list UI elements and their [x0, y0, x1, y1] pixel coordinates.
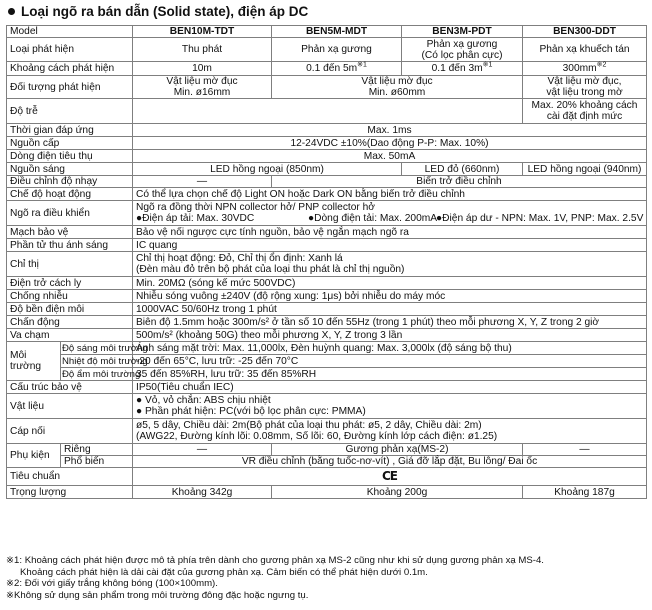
table-row-dielectric: [7, 303, 647, 316]
cell: Bảo vệ nối ngược cực tính nguồn, bảo vệ ngắn mạch ngõ ra: [133, 226, 647, 239]
row-label: Cáp nối: [7, 419, 133, 444]
cell-line: (Đèn màu đỏ trên bộ phát của loại thu phát là chỉ thị nguồn): [136, 264, 405, 275]
row-label: Nguồn sáng: [7, 163, 133, 176]
footnote: ※2: Đối với giấy trắng không bóng (100×100mm).: [6, 578, 218, 589]
cell-line: Phản xạ gương: [426, 38, 498, 50]
cell-line: Ngõ ra đồng thời NPN collector hở/ PNP collector hở: [136, 202, 375, 213]
cell: [133, 419, 647, 444]
spec-table: [6, 25, 647, 499]
footnotes: [6, 555, 544, 601]
table-row-receiver: [7, 239, 647, 252]
cell-line: Min. ø16mm: [173, 87, 231, 98]
cell: Nhiễu sóng vuông ±240V (độ rộng xung: 1μs) bởi nhiễu do máy móc: [133, 290, 647, 303]
cell: IP50(Tiêu chuẩn IEC): [133, 381, 647, 394]
cell: 35 đến 85%RH, lưu trữ: 35 đến 85%RH: [133, 368, 647, 381]
row-label: Chấn động: [7, 316, 133, 329]
cell-line: Min. ø60mm: [368, 87, 426, 98]
load-current: ●Dòng điện tải: Max. 200mA: [308, 213, 438, 224]
cell: LED hồng ngoại (940nm): [523, 163, 647, 176]
sub-label: Phổ biến: [61, 456, 133, 468]
cell: —: [523, 444, 647, 456]
cell-value: 0.1 đến 3m: [431, 63, 483, 74]
cell: VR điều chỉnh (bằng tuốc-nơ-vít) , Giá đỡ lắp đặt, Bu lông/ Đai ốc: [133, 456, 647, 468]
cell: [402, 62, 523, 76]
cell-line: Vật liệu mờ đục: [361, 76, 433, 87]
cell: [133, 76, 272, 99]
cell-line: Vật liệu mờ đục,: [547, 76, 622, 87]
cell-line: Max. 20% khoảng cách: [531, 100, 638, 111]
footnote: ※Không sử dụng sản phẩm trong môi trường đông đặc hoặc ngưng tụ.: [6, 589, 309, 601]
table-row-env-light: [7, 342, 647, 355]
row-label: Ngõ ra điều khiển: [7, 201, 133, 226]
cell: Ánh sáng mặt trời: Max. 11,000lx, Đèn huỳnh quang: Max. 3,000lx (độ sáng bộ thu): [133, 342, 647, 355]
cell: —: [133, 176, 272, 188]
table-row-model: [7, 26, 647, 38]
cell-value: 0.1 đến 5m: [306, 63, 358, 74]
cell: Khoảng 342g: [133, 486, 272, 499]
sub-label: Độ ẩm môi trường: [62, 368, 141, 380]
table-row-operation: [7, 188, 647, 201]
table-row-material: [7, 394, 647, 419]
row-label: [7, 342, 61, 381]
row-label: Vật liệu: [7, 394, 133, 419]
cell-line: ø5, 5 dây, Chiều dài: 2m(Bộ phát của loại thu phát: ø5, 2 dây, Chiều dài: 2m): [136, 420, 482, 431]
cell: Khoảng 187g: [523, 486, 647, 499]
footnote: ※1: Khoảng cách phát hiện được mô tả phía trên dành cho gương phản xạ MS-2 cũng như khi sử dụng gương phản xạ MS-4.: [6, 555, 544, 566]
cell-line: (Có lọc phân cực): [421, 49, 503, 61]
table-row-indicator: [7, 252, 647, 277]
cell-line: [136, 213, 643, 224]
row-label: Loại phát hiện: [7, 38, 133, 62]
table-row-insulation: [7, 277, 647, 290]
row-label: Khoảng cách phát hiện: [7, 62, 133, 76]
row-label: Độ bền điện môi: [7, 303, 133, 316]
bullet-icon: [8, 8, 15, 15]
table-row-current: [7, 150, 647, 163]
cell: [133, 468, 647, 486]
page-title: [8, 4, 308, 19]
table-row-control-output: [7, 201, 647, 226]
label-line: Môi: [10, 350, 27, 361]
cell: -20 đến 65°C, lưu trữ: -25 đến 70°C: [133, 355, 647, 368]
sub-label: Nhiệt độ môi trường: [62, 355, 148, 367]
cell: [523, 76, 647, 99]
cell-value: 300mm: [562, 63, 597, 74]
cell: Phản xạ khuếch tán: [523, 38, 647, 62]
row-label: Điều chỉnh độ nhạy: [7, 176, 133, 188]
table-row-sensitivity: [7, 176, 647, 188]
cell: [272, 62, 402, 76]
table-row-detect-type: [7, 38, 647, 62]
model-2: BEN5M-MDT: [272, 26, 402, 38]
cell: Biên độ 1.5mm hoặc 300m/s² ở tần số 10 đến 55Hz (trong 1 phút) theo mỗi phương X, Y, Z trong 2 giờ: [133, 316, 647, 329]
load-voltage: ●Điện áp tải: Max. 30VDC: [136, 213, 255, 224]
row-label: Điện trở cách ly: [7, 277, 133, 290]
cell: Biến trở điều chỉnh: [272, 176, 647, 188]
table-row-vibration: [7, 316, 647, 329]
row-label: Nguồn cấp: [7, 137, 133, 150]
cell: LED đỏ (660nm): [402, 163, 523, 176]
cell: Max. 50mA: [133, 150, 647, 163]
row-label: Mạch bảo vệ: [7, 226, 133, 239]
table-row-cable: [7, 419, 647, 444]
row-label: Model: [7, 26, 133, 38]
cell-line: ● Vỏ, vỏ chắn: ABS chịu nhiệt: [136, 395, 271, 406]
cell-empty: [133, 99, 523, 124]
row-label: Trọng lượng: [7, 486, 133, 499]
cell: 12-24VDC ±10%(Dao động P-P: Max. 10%): [133, 137, 647, 150]
footnote-mark: ※1: [357, 61, 367, 69]
cell: LED hồng ngoại (850nm): [133, 163, 402, 176]
row-label: Phần tử thu ánh sáng: [7, 239, 133, 252]
label-line: trường: [10, 361, 42, 372]
table-row-distance: [7, 62, 647, 76]
cell-line: cài đặt định mức: [546, 111, 623, 122]
cell: 1000VAC 50/60Hz trong 1 phút: [133, 303, 647, 316]
table-row-light-source: [7, 163, 647, 176]
residual-voltage: ●Điện áp dư - NPN: Max. 1V, PNP: Max. 2.5V: [436, 213, 644, 224]
table-row-target: [7, 76, 647, 99]
cell-line: ● Phần phát hiện: PC(với bộ lọc phân cực: PMMA): [136, 406, 366, 417]
title-text: Loại ngõ ra bán dẫn (Solid state), điện áp DC: [21, 4, 309, 19]
table-row-shock: [7, 329, 647, 342]
table-row-env-temp: [7, 355, 647, 368]
table-row-power: [7, 137, 647, 150]
row-label: Chỉ thị: [7, 252, 133, 277]
model-1: BEN10M-TDT: [133, 26, 272, 38]
cell: —: [133, 444, 272, 456]
cell: 10m: [133, 62, 272, 76]
row-label: Tiêu chuẩn: [7, 468, 133, 486]
footnote: Khoảng cách phát hiện là dải cài đặt của gương phản xạ. Cảm biến có thể phát hiện dưới 0.1m.: [20, 566, 428, 578]
cell-line: (AWG22, Đường kính lõi: 0.08mm, Số lõi: 60, Đường kính lớp cách điện: ø1.25): [136, 431, 498, 442]
row-label: Dòng điện tiêu thụ: [7, 150, 133, 163]
cell: [523, 62, 647, 76]
table-row-standard: [7, 468, 647, 486]
footnote-mark: ※1: [482, 61, 493, 69]
cell: [272, 76, 523, 99]
cell: Min. 20MΩ (sóng kế mức 500VDC): [133, 277, 647, 290]
cell: [133, 201, 647, 226]
table-row-env-humidity: [7, 368, 647, 381]
cell: Max. 1ms: [133, 124, 647, 137]
cell-line: Chỉ thị hoạt động: Đỏ, Chỉ thị ổn định: Xanh lá: [136, 253, 343, 264]
row-label: Đối tượng phát hiện: [7, 76, 133, 99]
table-row-weight: [7, 486, 647, 499]
cell: Phản xạ gương: [272, 38, 402, 62]
cell: Khoảng 200g: [272, 486, 523, 499]
table-row-accessory-common: [7, 456, 647, 468]
footnote-mark: ※2: [596, 61, 607, 69]
row-label: Độ trễ: [7, 99, 133, 124]
row-label: Phụ kiện: [7, 444, 61, 468]
cell: [523, 99, 647, 124]
row-label: Va chạm: [7, 329, 133, 342]
cell: Gương phản xạ(MS-2): [272, 444, 523, 456]
table-row-response: [7, 124, 647, 137]
table-row-hysteresis: [7, 99, 647, 124]
cell: IC quang: [133, 239, 647, 252]
row-label: Chế độ hoạt động: [7, 188, 133, 201]
sub-label: Độ sáng môi trường: [62, 342, 148, 354]
model-4: BEN300-DDT: [523, 26, 647, 38]
cell: [402, 38, 523, 62]
ce-mark: CE: [381, 468, 397, 483]
cell: 500m/s² (khoảng 50G) theo mỗi phương X, Y, Z trong 3 lần: [133, 329, 647, 342]
table-row-accessory-private: [7, 444, 647, 456]
cell: [133, 252, 647, 277]
cell-line: Vật liệu mờ đục: [166, 76, 238, 87]
table-row-structure: [7, 381, 647, 394]
row-label: Chống nhiễu: [7, 290, 133, 303]
cell: Thu phát: [133, 38, 272, 62]
cell: Có thể lựa chọn chế độ Light ON hoặc Dark ON bằng biến trở điều chỉnh: [133, 188, 647, 201]
cell-line: vật liệu trong mờ: [546, 87, 623, 98]
sub-label: Riêng: [61, 444, 133, 456]
row-label: Thời gian đáp ứng: [7, 124, 133, 137]
cell: [133, 394, 647, 419]
table-row-noise: [7, 290, 647, 303]
model-3: BEN3M-PDT: [402, 26, 523, 38]
row-label: Cấu trúc bảo vệ: [7, 381, 133, 394]
table-row-protection: [7, 226, 647, 239]
